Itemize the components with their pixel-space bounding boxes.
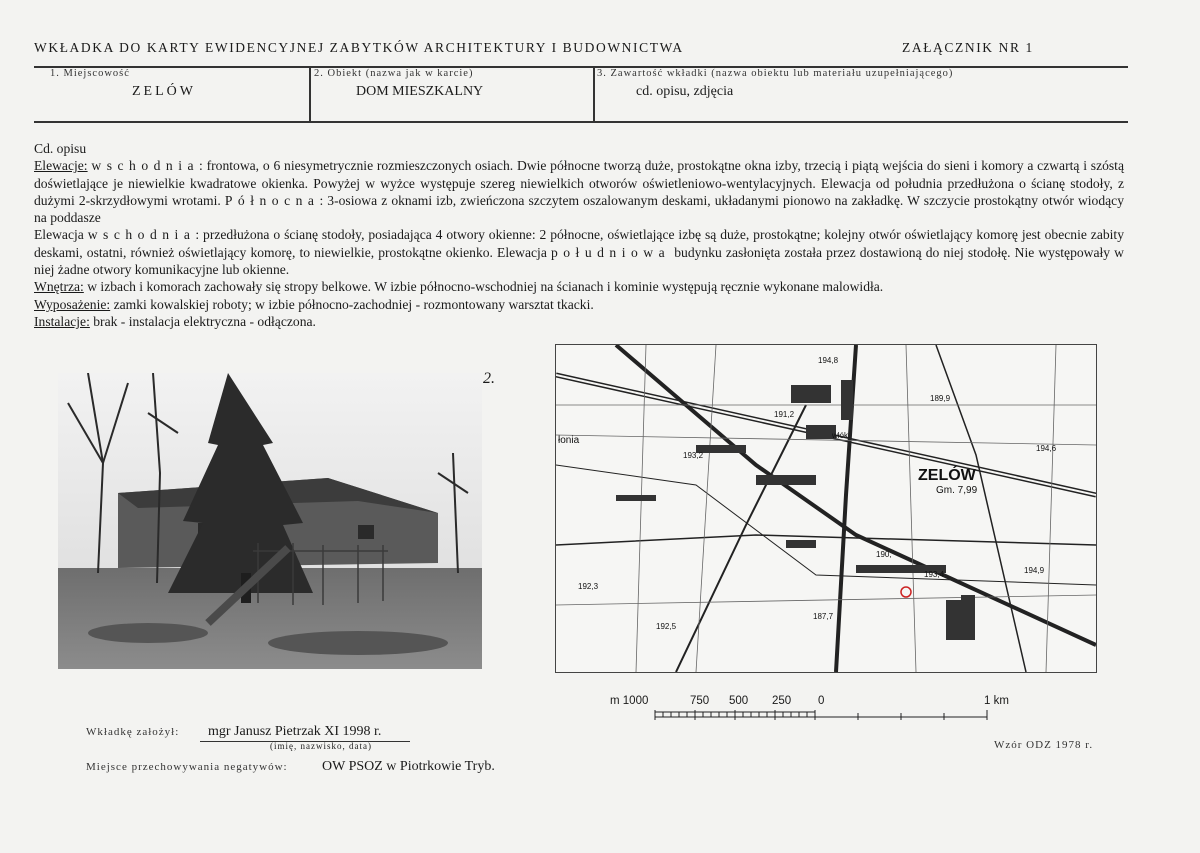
interior-label: Wnętrza: (34, 279, 84, 295)
description-heading: Cd. opisu (34, 141, 87, 156)
equipment-label: Wyposażenie: (34, 296, 111, 312)
storage-value: OW PSOZ w Piotrkowie Tryb. (322, 759, 495, 774)
field-label-contents: 3. Zawartość wkładki (nazwa obiektu lub materiału uzupełniającego) (597, 68, 954, 79)
north-word: Północna (224, 192, 320, 208)
map-elevation: 190, (876, 550, 892, 559)
map-elevation: 194,8 (818, 356, 839, 365)
field-value-contents: cd. opisu, zdjęcia (636, 84, 734, 99)
east-text: : frontowa, o 6 niesymetrycznie rozmieszczonych osiach. Dwie północne tworzą duże, prostokątne okna izby, trzecią i piątą wejścia do sieni i komory a czwartą i szóstą doświetlające je niewielkie kwadratowe okienka. Powyżej w wyżce występuje szereg niewielkich otworów oświetleniowo-wentylacyjnych. Elewacja od południa przedłużona o ścianę stodoły, z dużymi 2-skrzydłowymi wrotami. (34, 158, 1124, 208)
field-value-place: ZELÓW (132, 84, 196, 99)
photo-scene (58, 373, 482, 669)
scale-label-500: 500 (729, 695, 749, 707)
equipment-text: zamki kowalskiej roboty; w izbie północno-zachodniej - rozmontowany warsztat tkacki. (110, 296, 594, 312)
north-text: : 3-osiowa z oknami izb, zwieńczona szczytem oszalowanym deskami, układanymi pionowo na zakładkę. W szczycie prostokątny otwór wiodący na poddasze (34, 192, 1125, 226)
map-town-label: ZELÓW (918, 467, 976, 484)
south-word: południowa (550, 244, 671, 260)
house-photo (58, 373, 482, 669)
map-place-partial: łonia (558, 435, 580, 446)
founder-label: Wkładkę założył: (86, 726, 180, 738)
map-elevation: 192,3 (578, 582, 599, 591)
header-rule-top (34, 66, 1128, 68)
east2-text: : przedłużona o ścianę stodoły, posiadająca 4 otwory okienne: 2 północne, oświetlające izbę są duże, prostokątne; kolejny otwór oświetlający komorę jest obecnie zabity deskami, ostatni, również oświetlający komorę, to niewielkie, prostokątne okienko. Elewacja (34, 227, 1124, 260)
description-block (34, 140, 1124, 330)
map-elevation: 194,6 (1036, 444, 1057, 453)
founder-hint: (imię, nazwisko, data) (270, 741, 372, 751)
installations-label: Instalacje: (34, 313, 90, 329)
east-elevation-paragraph (34, 226, 1124, 278)
map-elevation: 189,9 (930, 394, 951, 403)
installations-paragraph (34, 313, 1124, 330)
scale-label-1km: 1 km (984, 695, 1009, 707)
equipment-paragraph (34, 296, 1124, 313)
field-label-place: 1. Miejscowość (50, 68, 130, 79)
map-elevation: 192,5 (656, 622, 677, 631)
form-title: WKŁADKA DO KARTY EWIDENCYJNEJ ZABYTKÓW ARCHITEKTURY I BUDOWNICTWA (34, 40, 684, 55)
map-wlok-label: włók. (832, 431, 851, 440)
east2-word: wschodnia (87, 227, 196, 243)
east-word: wschodnia (91, 158, 200, 174)
interior-text: w izbach i komorach zachowały się stropy belkowe. W izbie północno-wschodniej na ścianach i kominie występują ręcznie wykonane malowidła. (83, 279, 884, 295)
field-value-object: DOM MIESZKALNY (356, 84, 484, 99)
elevations-label: Elewacje: (34, 158, 88, 174)
scale-label-1000: m 1000 (610, 695, 649, 707)
founder-value: mgr Janusz Pietrzak XI 1998 r. (208, 724, 382, 739)
scale-label-250: 250 (772, 695, 792, 707)
installations-text: brak - instalacja elektryczna - odłączona. (89, 313, 316, 329)
elevation-word: Elewacja (34, 227, 84, 243)
photo-number: 2. (483, 370, 495, 387)
location-map (555, 344, 1097, 673)
field-label-object: 2. Obiekt (nazwa jak w karcie) (314, 68, 474, 79)
map-graphic (556, 345, 1096, 672)
map-elevation: 193,2 (683, 451, 704, 460)
elevations-paragraph (34, 157, 1124, 226)
attachment-number: ZAŁĄCZNIK NR 1 (902, 40, 1034, 55)
map-elevation: 187,7 (813, 612, 834, 621)
south-text: budynku zasłonięta została przez dostawioną do niej stodołę. Nie występowały w niej żadne otwory komunikacyjne lub okienne. (34, 244, 1124, 278)
field-divider (309, 66, 311, 122)
map-elevation: 191,2 (774, 410, 795, 419)
interior-paragraph (34, 278, 1124, 295)
map-elevation: 194,9 (1024, 566, 1045, 575)
map-gm-label: Gm. 7,99 (936, 485, 978, 496)
storage-label: Miejsce przechowywania negatywów: (86, 761, 288, 773)
field-divider (593, 66, 595, 122)
form-version: Wzór ODZ 1978 r. (994, 739, 1094, 751)
scale-bar (650, 708, 990, 724)
header-rule-bottom (34, 121, 1128, 123)
scale-label-750: 750 (690, 695, 710, 707)
scale-label-0: 0 (818, 695, 825, 707)
map-elevation: 193,4 (924, 570, 945, 579)
